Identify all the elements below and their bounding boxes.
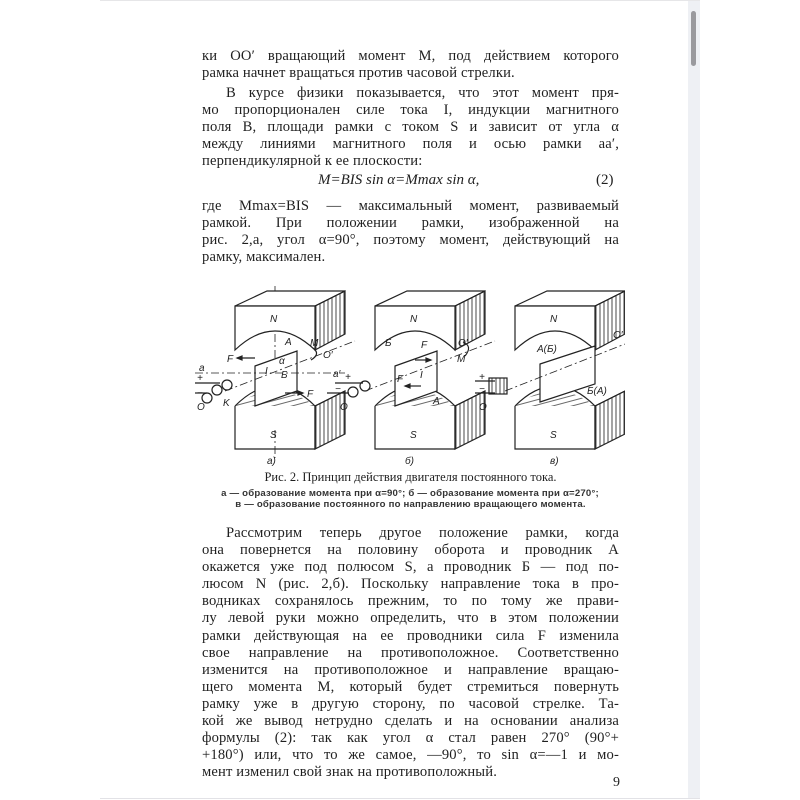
figure-drawing bbox=[195, 286, 625, 466]
label-c-O-prime: O′ bbox=[613, 330, 623, 341]
text-line: люсом N (рис. 2,б). Поскольку направление тока в про- bbox=[202, 576, 619, 593]
label-a-a: a bbox=[199, 363, 205, 374]
label-north-b: N bbox=[410, 314, 418, 325]
label-c-plus: + bbox=[479, 372, 485, 383]
figure-caption-title: Рис. 2. Принцип действия двигателя постоянного тока. bbox=[264, 470, 557, 484]
paragraph-4 bbox=[202, 525, 619, 781]
text-line: формулы (2): так как угол α стал равен 270° (90°+ bbox=[202, 730, 619, 747]
figure-caption-line-1: а — образование момента при α=90°; б — образование момента при α=270°; bbox=[221, 488, 599, 499]
scrollbar-thumb[interactable] bbox=[691, 11, 696, 66]
text-line: щего момента M, который будет стремиться повернуть bbox=[202, 678, 619, 695]
label-a-K: K bbox=[223, 398, 230, 409]
paragraph-3 bbox=[202, 198, 619, 266]
scrollbar[interactable] bbox=[688, 1, 700, 798]
text-line: рамкой. При положении рамки, изображенной на bbox=[202, 215, 619, 232]
label-a-B: Б bbox=[281, 370, 288, 381]
label-north-c: N bbox=[550, 314, 558, 325]
formula: M=BIS sin α=Mmax sin α, bbox=[318, 172, 480, 188]
text-line: рис. 2,a, угол α=90°, поэтому момент, действующий на bbox=[202, 232, 619, 249]
label-b-minus: − bbox=[335, 384, 341, 395]
label-south-a: S bbox=[270, 430, 277, 441]
text-line: ки OO′ вращающий момент M, под действием которого bbox=[202, 48, 619, 64]
label-a-minus: − bbox=[197, 388, 203, 399]
label-a-plus: + bbox=[197, 373, 203, 384]
text-line: мент изменил свой знак на противоположный. bbox=[202, 764, 498, 781]
text-line: окажется уже под полюсом S, а проводник Б — под по- bbox=[202, 559, 619, 576]
text-line: мо пропорционален силе тока I, индукции магнитного bbox=[202, 102, 619, 119]
text-line: рамку, максимален. bbox=[202, 249, 326, 266]
text-line: между линиями магнитного поля и осью рамки aa′, bbox=[202, 136, 619, 153]
text-line: Рассмотрим теперь другое положение рамки, когда bbox=[226, 525, 619, 541]
text-line: поля B, площади рамки с током S и зависит от угла α bbox=[202, 119, 619, 136]
text-line: перпендикулярной к ее плоскости: bbox=[202, 153, 423, 170]
page bbox=[100, 1, 688, 798]
label-c-AB: A(Б) bbox=[537, 344, 557, 355]
document-viewer bbox=[100, 0, 700, 799]
panel-label-b: б) bbox=[405, 456, 414, 466]
page-number: 9 bbox=[613, 775, 620, 790]
panel-label-c: в) bbox=[550, 456, 559, 466]
text-line: свое направление на противоположное. Соответственно bbox=[202, 644, 619, 661]
label-b-O-prime: O′ bbox=[458, 338, 468, 349]
label-north-a: N bbox=[270, 314, 278, 325]
text-line: кой же вывод нетрудно сделать и на основании анализа bbox=[202, 713, 619, 730]
figure-dc-motor bbox=[195, 286, 625, 466]
text-line: рамка начнет вращаться против часовой стрелки. bbox=[202, 65, 515, 82]
label-a-I: I bbox=[265, 366, 268, 377]
label-a-M: M bbox=[310, 338, 319, 349]
text-line: где Mmax=BIS — максимальный момент, развиваемый bbox=[202, 198, 619, 214]
text-line: лу левой руки можно определить, что в этом положении bbox=[202, 610, 619, 627]
text-line: В курсе физики показывается, что этот момент пря- bbox=[226, 85, 619, 101]
label-a-O-prime: O′ bbox=[323, 350, 333, 361]
text-line: водниках сохранялось прежним, то по тому же прави- bbox=[202, 593, 619, 610]
label-south-b: S bbox=[410, 430, 417, 441]
figure-caption-line-2: в — образование постоянного по направлению вращающего момента. bbox=[235, 499, 586, 510]
label-b-F1: F bbox=[421, 340, 428, 351]
text-line: рамку уже в другую сторону, по часовой стрелке. Та- bbox=[202, 695, 619, 712]
label-b-M: M bbox=[457, 354, 466, 365]
label-a-O: O bbox=[197, 402, 205, 413]
paragraph-1 bbox=[202, 48, 619, 82]
label-b-O: O bbox=[340, 402, 348, 413]
label-a-A: A bbox=[285, 337, 292, 348]
label-a-a-prime: a′ bbox=[333, 369, 341, 380]
label-c-O: O bbox=[479, 402, 487, 413]
label-b-F2: F bbox=[397, 374, 404, 385]
label-south-c: S bbox=[550, 430, 557, 441]
text-line: +180°) или, что то же самое, —90°, то sin α=—1 и мо- bbox=[202, 747, 619, 764]
label-c-minus: − bbox=[479, 384, 485, 395]
text-line: она повернется на половину оборота и проводник A bbox=[202, 542, 619, 559]
panel-label-a: а) bbox=[267, 456, 276, 466]
label-c-BA: Б(A) bbox=[587, 386, 607, 397]
label-a-F1: F bbox=[227, 354, 234, 365]
formula-number: (2) bbox=[596, 172, 614, 188]
label-a-F2: F bbox=[307, 389, 314, 400]
label-b-B: Б bbox=[385, 338, 392, 349]
text-line: рамки действующая на ее проводники сила F изменила bbox=[202, 627, 619, 644]
text-line: изменится на противоположное и направление вращаю- bbox=[202, 661, 619, 678]
label-a-alpha: α bbox=[279, 356, 285, 367]
label-b-plus: + bbox=[345, 372, 351, 383]
label-b-A: A bbox=[433, 396, 440, 407]
label-b-I: I bbox=[420, 370, 423, 381]
paragraph-2 bbox=[202, 85, 619, 170]
